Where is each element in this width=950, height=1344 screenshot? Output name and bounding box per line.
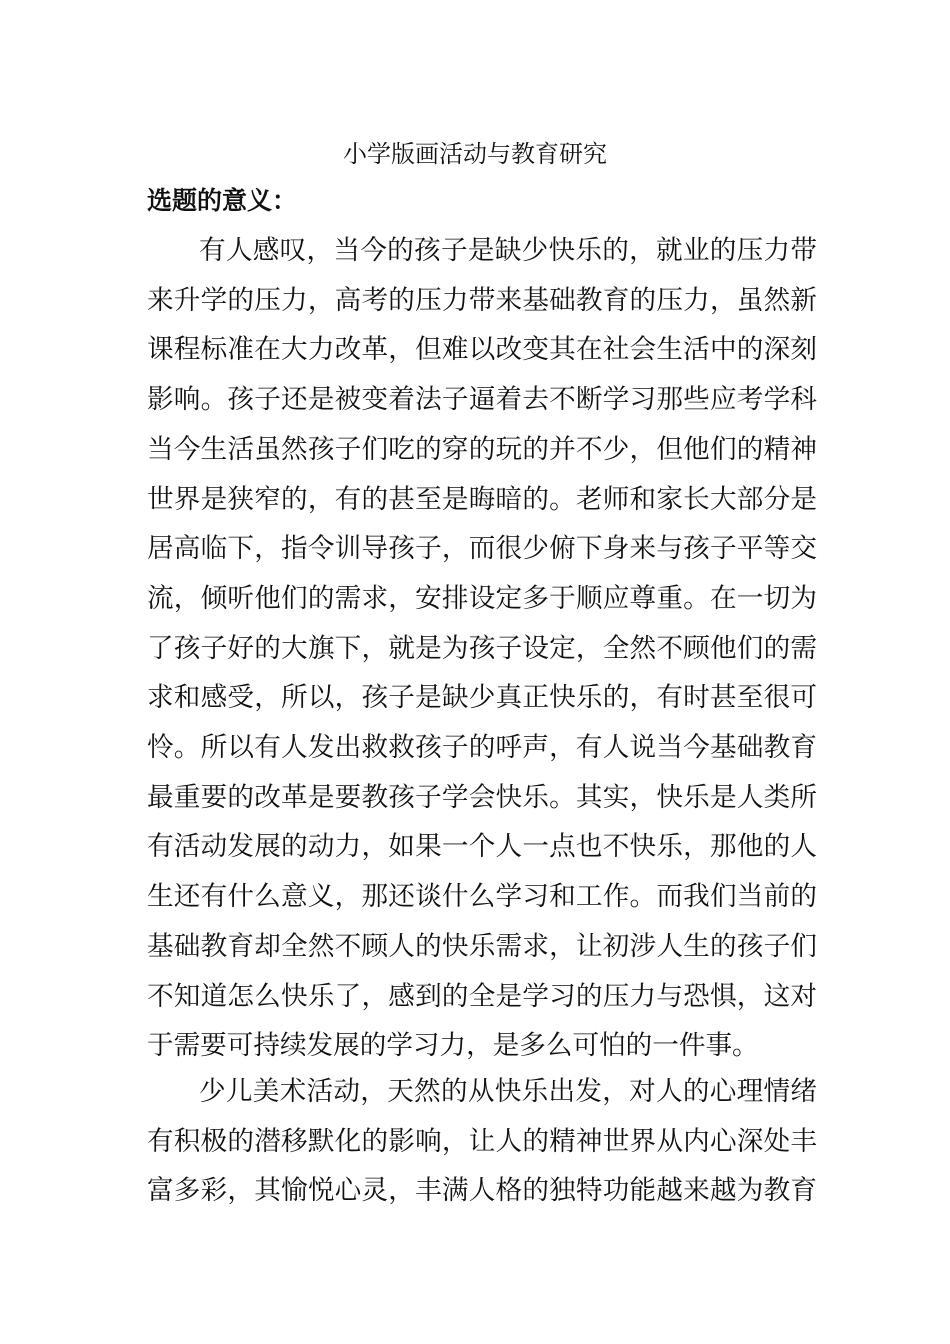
- section-heading: 选题的意义：: [147, 186, 298, 215]
- paragraph-1-line: 不知道怎么快乐了，感到的全是学习的压力与恐惧，这对: [147, 980, 817, 1012]
- paragraph-1-line: 流，倾听他们的需求，安排设定多于顺应尊重。在一切为: [147, 582, 817, 614]
- paragraph-1-line: 有人感叹，当今的孩子是缺少快乐的，就业的压力带: [199, 235, 817, 266]
- paragraph-1-line: 课程标准在大力改革，但难以改变其在社会生活中的深刻: [147, 334, 817, 366]
- document-title: 小学版画活动与教育研究: [343, 140, 607, 168]
- paragraph-1-line: 居高临下，指令训导孩子，而很少俯下身来与孩子平等交: [147, 533, 817, 565]
- paragraph-1-line: 于需要可持续发展的学习力，是多么可怕的一件事。: [147, 1030, 759, 1062]
- paragraph-1-line: 当今生活虽然孩子们吃的穿的玩的并不少，但他们的精神: [147, 433, 817, 465]
- paragraph-1-line: 最重要的改革是要教孩子学会快乐。其实，快乐是人类所: [147, 781, 817, 813]
- paragraph-1-line: 了孩子好的大旗下，就是为孩子设定，全然不顾他们的需: [147, 632, 817, 664]
- paragraph-1-line: 基础教育却全然不顾人的快乐需求，让初涉人生的孩子们: [147, 930, 817, 962]
- paragraph-2-line: 有积极的潜移默化的影响，让人的精神世界从内心深处丰: [147, 1125, 817, 1157]
- paragraph-1-line: 怜。所以有人发出救救孩子的呼声，有人说当今基础教育: [147, 732, 817, 763]
- paragraph-2-line: 少儿美术活动，天然的从快乐出发，对人的心理情绪: [199, 1076, 817, 1107]
- paragraph-1-line: 世界是狭窄的，有的甚至是晦暗的。老师和家长大部分是: [147, 483, 817, 515]
- paragraph-1-line: 求和感受，所以，孩子是缺少真正快乐的，有时甚至很可: [147, 682, 817, 714]
- paragraph-1-line: 有活动发展的动力，如果一个人一点也不快乐，那他的人: [147, 831, 817, 863]
- paragraph-1-line: 影响。孩子还是被变着法子逼着去不断学习那些应考学科: [147, 384, 817, 416]
- paragraph-1-line: 来升学的压力，高考的压力带来基础教育的压力，虽然新: [147, 284, 817, 316]
- paragraph-2-line: 富多彩，其愉悦心灵，丰满人格的独特功能越来越为教育: [147, 1175, 817, 1207]
- paragraph-1-line: 生还有什么意义，那还谈什么学习和工作。而我们当前的: [147, 881, 817, 913]
